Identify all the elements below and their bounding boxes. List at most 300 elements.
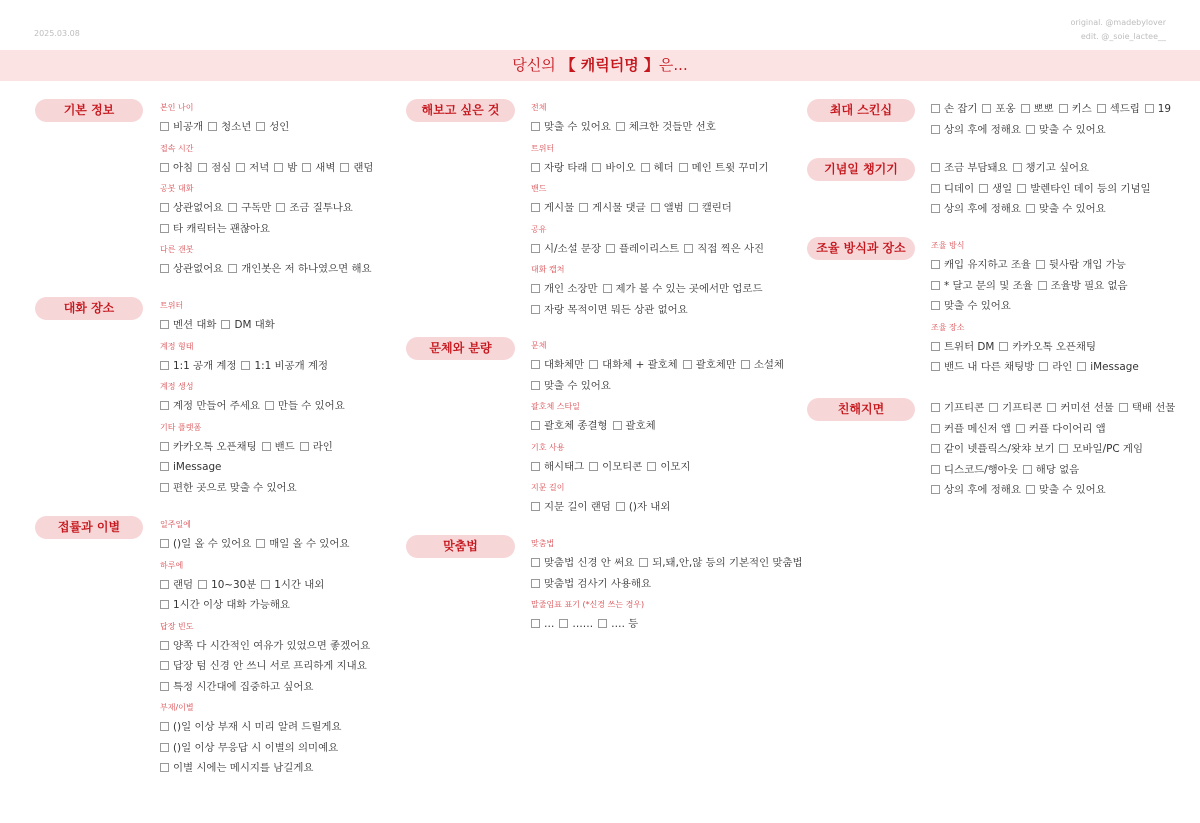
checkbox[interactable] [982,104,991,113]
checkbox[interactable] [613,421,622,430]
checkbox-option[interactable] [198,577,256,593]
checkbox[interactable] [531,502,540,511]
checkbox[interactable] [228,264,237,273]
checkbox[interactable] [683,360,692,369]
option-label: 랜덤 [173,578,194,591]
checkbox[interactable] [931,163,940,172]
option-label: 제가 볼 수 있는 곳에서만 업로드 [615,283,763,295]
checkbox[interactable] [208,122,217,131]
group-label: 조율 장소 [931,322,965,332]
group-label: 트위터 [531,143,555,153]
checkbox-option[interactable] [228,200,271,216]
checkbox[interactable] [302,163,311,172]
checkbox[interactable] [160,763,169,772]
option-label: ()일 올 수 있어요 [173,538,252,550]
checkbox[interactable] [1026,125,1035,134]
checkbox-option[interactable] [531,499,611,515]
checkbox[interactable] [1017,184,1026,193]
checkbox-option[interactable] [741,357,784,373]
checkbox-option[interactable] [1047,400,1114,416]
checkbox[interactable] [931,260,940,269]
checkbox[interactable] [256,539,265,548]
checkbox[interactable] [531,381,540,390]
checkbox[interactable] [589,462,598,471]
checkbox[interactable] [160,580,169,589]
checkbox[interactable] [160,163,169,172]
option-row [531,499,789,520]
option-label: 상의 후에 정해요 [944,123,1021,136]
checkbox-option[interactable] [160,536,251,552]
checkbox-option[interactable] [679,160,769,176]
option-row [160,200,378,221]
checkbox[interactable] [931,465,940,474]
page-title [0,50,1200,81]
checkbox-option[interactable] [589,357,678,373]
option-label: 트위터 DM [944,340,995,353]
option-row [160,317,350,338]
checkbox-option[interactable] [198,160,231,176]
group-label: 계정 형태 [160,341,194,351]
option-label: 챙기고 싶어요 [1025,162,1090,174]
checkbox-option[interactable] [1059,441,1143,457]
checkbox[interactable] [262,442,271,451]
checkbox[interactable] [639,558,648,567]
checkbox[interactable] [340,163,349,172]
group-label: 조율 방식 [931,241,965,250]
checkbox[interactable] [160,539,169,548]
checkbox-option[interactable] [931,122,1021,138]
checkbox-option[interactable] [236,160,269,176]
checkbox-option[interactable] [598,616,638,632]
checkbox-option[interactable] [160,577,193,593]
checkbox-option[interactable] [261,577,324,593]
checkbox[interactable] [931,342,940,351]
credit-original: original. @madebylover [1070,18,1166,27]
option-row [160,536,375,557]
option-label: 맞출 수 있어요 [944,300,1011,312]
option-label: 앨범 [663,202,684,214]
option-row [160,398,350,419]
checkbox-option[interactable] [1021,101,1054,117]
checkbox[interactable] [616,502,625,511]
checkbox[interactable] [598,619,607,628]
option-label: 해당 없음 [1035,463,1080,476]
checkbox-option[interactable] [689,200,732,216]
checkbox[interactable] [1038,281,1047,290]
checkbox[interactable] [1059,444,1068,453]
option-label: 이모티콘 [602,460,643,473]
checkbox-option[interactable] [531,119,611,135]
checkbox[interactable] [221,320,230,329]
checkbox[interactable] [274,163,283,172]
checkbox[interactable] [931,444,940,453]
section-title: 맞춤법 [406,535,515,558]
checkbox[interactable] [592,163,601,172]
checkbox[interactable] [1016,424,1025,433]
checkbox-option[interactable] [160,358,236,374]
checkbox-option[interactable] [531,302,688,318]
checkbox[interactable] [689,203,698,212]
checkbox-option[interactable] [531,241,601,257]
checkbox-option[interactable] [931,257,1031,273]
credits [1070,16,1166,44]
option-row [160,760,375,781]
option-label: 점심 [211,161,232,174]
checkbox[interactable] [931,424,940,433]
checkbox-option[interactable] [160,439,257,455]
checkbox-option[interactable] [931,441,1054,457]
checkbox-option[interactable] [160,597,290,613]
checkbox-option[interactable] [531,281,598,297]
checkbox[interactable] [741,360,750,369]
checkbox[interactable] [160,264,169,273]
checkbox[interactable] [228,203,237,212]
option-label: 라인 [312,440,333,453]
checkbox-option[interactable] [160,398,260,414]
checkbox-option[interactable] [1023,462,1079,478]
option-label: 19 [1157,103,1172,115]
checkbox-option[interactable] [531,357,584,373]
checkbox[interactable] [931,281,940,290]
checkbox[interactable] [160,682,169,691]
checkbox-option[interactable] [989,400,1042,416]
checkbox-option[interactable] [531,378,611,394]
checkbox-option[interactable] [1016,421,1106,437]
option-label: 조금 부담돼요 [944,162,1008,174]
checkbox-option[interactable] [256,119,289,135]
checkbox-option[interactable] [931,359,1034,375]
checkbox-option[interactable] [160,459,221,475]
checkbox-option[interactable] [639,555,802,571]
checkbox-option[interactable] [160,679,313,695]
checkbox[interactable] [1059,104,1068,113]
option-row [931,181,1156,202]
checkbox-option[interactable] [160,119,203,135]
checkbox[interactable] [559,619,568,628]
checkbox[interactable] [160,722,169,731]
checkbox-option[interactable] [931,400,984,416]
checkbox-option[interactable] [262,439,295,455]
checkbox-option[interactable] [531,418,608,434]
option-label: 청소년 [221,121,252,133]
option-label: ()일 이상 부재 시 미리 알려 드릴게요 [173,721,342,733]
option-label: 조금 질투나요 [289,202,353,214]
checkbox[interactable] [531,421,540,430]
checkbox[interactable] [979,184,988,193]
checkbox[interactable] [531,203,540,212]
checkbox[interactable] [679,163,688,172]
checkbox-option[interactable] [1077,359,1138,375]
checkbox[interactable] [160,442,169,451]
checkbox[interactable] [531,163,540,172]
group-label: 밴드 [531,184,547,193]
checkbox-option[interactable] [228,261,371,277]
checkbox[interactable] [531,462,540,471]
option-label: 체크한 것들만 선호 [628,121,716,133]
checkbox[interactable] [989,403,998,412]
option-label: 디스코드/행아웃 [944,463,1018,476]
checkbox[interactable] [641,163,650,172]
checkbox-option[interactable] [683,357,736,373]
option-label: 라인 [1052,361,1073,373]
checkbox-option[interactable] [340,160,373,176]
option-label: 발렌타인 데이 등의 기념일 [1030,182,1151,195]
option-row [931,257,1144,278]
checkbox-option[interactable] [208,119,251,135]
option-label: 맞출 수 있어요 [544,379,611,392]
checkbox[interactable] [160,641,169,650]
checkbox[interactable] [1013,163,1022,172]
checkbox[interactable] [931,125,940,134]
checkbox[interactable] [198,163,207,172]
checkbox-option[interactable] [160,658,367,674]
title-character-name: 【 캐릭터명 】 [560,56,659,74]
checkbox-option[interactable] [160,480,297,496]
checkbox[interactable] [1026,204,1035,213]
checkbox-option[interactable] [531,616,554,632]
checkbox-option[interactable] [603,281,763,297]
checkbox[interactable] [160,122,169,131]
section-body [160,99,378,282]
checkbox[interactable] [1047,403,1056,412]
option-label: 기프티콘 [944,402,985,414]
group-label: 트위터 [160,301,184,310]
checkbox-option[interactable] [999,339,1096,355]
checkbox-option[interactable] [1013,160,1090,176]
checkbox[interactable] [160,600,169,609]
checkbox[interactable] [1039,362,1048,371]
option-row [531,616,808,637]
checkbox-option[interactable] [160,317,216,333]
checkbox[interactable] [931,301,940,310]
checkbox-option[interactable] [931,160,1008,176]
checkbox[interactable] [256,122,265,131]
checkbox[interactable] [1021,104,1030,113]
checkbox[interactable] [647,462,656,471]
checkbox[interactable] [160,661,169,670]
option-label: 카카오톡 오픈채팅 [1012,340,1096,353]
checkbox-option[interactable] [302,160,335,176]
group-label: 문체 [531,341,547,350]
option-row [160,119,378,140]
checkbox-option[interactable] [931,482,1021,498]
checkbox[interactable] [300,442,309,451]
checkbox[interactable] [1036,260,1045,269]
checkbox-option[interactable] [160,740,338,756]
option-label: 게시물 댓글 [592,202,646,214]
checkbox-option[interactable] [931,101,977,117]
checkbox-option[interactable] [684,241,764,257]
checkbox-option[interactable] [1036,257,1126,273]
checkbox-option[interactable] [931,201,1021,217]
checkbox-option[interactable] [931,339,994,355]
checkbox-option[interactable] [931,181,974,197]
checkbox-option[interactable] [931,421,1011,437]
checkbox-option[interactable] [931,298,1011,314]
checkbox[interactable] [265,401,274,410]
checkbox[interactable] [1119,403,1128,412]
option-row [931,421,1180,442]
checkbox[interactable] [531,360,540,369]
checkbox[interactable] [603,284,612,293]
option-label: 지문 길이 랜덤 [544,501,611,513]
checkbox-option[interactable] [241,358,328,374]
checkbox-option[interactable] [256,536,349,552]
option-label: 맞출 수 있어요 [1038,203,1106,215]
group-label: 전체 [531,103,547,112]
checkbox-option[interactable] [160,221,270,237]
checkbox-option[interactable] [579,200,646,216]
option-row [931,160,1156,181]
checkbox-option[interactable] [1059,101,1092,117]
option-row [931,482,1180,503]
option-label: 상관없어요 [173,202,224,214]
option-label: 캐입 유지하고 조율 [944,259,1031,271]
checkbox[interactable] [651,203,660,212]
checkbox[interactable] [931,403,940,412]
option-label: …… [572,618,594,630]
checkbox[interactable] [931,362,940,371]
checkbox-option[interactable] [160,719,341,735]
option-label: 저녁 [249,161,270,174]
checkbox-option[interactable] [616,119,716,135]
option-label: 계정 만들어 주세요 [173,400,260,412]
checkbox[interactable] [160,743,169,752]
checkbox-option[interactable] [641,160,674,176]
checkbox-option[interactable] [1039,359,1072,375]
checkbox-option[interactable] [651,200,684,216]
checkbox-option[interactable] [931,462,1018,478]
checkbox[interactable] [931,485,940,494]
checkbox[interactable] [1026,485,1035,494]
checkbox-option[interactable] [559,616,593,632]
option-label: 밴드 [274,440,295,453]
checkbox-option[interactable] [531,459,584,475]
checkbox[interactable] [999,342,1008,351]
option-label: 10~30분 [211,578,257,591]
option-label: 시/소설 문장 [544,242,601,255]
checkbox[interactable] [160,401,169,410]
checkbox[interactable] [531,244,540,253]
checkbox-option[interactable] [531,576,651,592]
checkbox[interactable] [1097,104,1106,113]
group-label: 지문 길이 [531,483,565,492]
checkbox[interactable] [531,284,540,293]
checkbox[interactable] [606,244,615,253]
checkbox[interactable] [1077,362,1086,371]
option-row [160,439,350,460]
group-label: 공봇 대화 [160,184,194,193]
option-label: 만들 수 있어요 [277,400,345,412]
option-label: 맞춤법 신경 안 써요 [544,557,635,569]
checkbox[interactable] [931,184,940,193]
checkbox-option[interactable] [592,160,635,176]
checkbox-option[interactable] [1097,101,1140,117]
checkbox[interactable] [684,244,693,253]
option-row [531,241,774,262]
checkbox[interactable] [616,122,625,131]
option-label: 개인봇은 저 하나였으면 해요 [241,263,372,275]
option-label: 편한 곳으로 맞출 수 있어요 [173,481,297,494]
checkbox[interactable] [160,462,169,471]
checkbox-option[interactable] [982,101,1015,117]
checkbox[interactable] [241,361,250,370]
checkbox[interactable] [160,224,169,233]
checkbox-option[interactable] [1017,181,1150,197]
checkbox-option[interactable] [274,160,297,176]
checkbox[interactable] [276,203,285,212]
option-label: 구독만 [241,202,272,214]
checkbox-option[interactable] [300,439,333,455]
checkbox[interactable] [160,483,169,492]
checkbox-option[interactable] [1026,122,1106,138]
checkbox-option[interactable] [931,278,1033,294]
checkbox[interactable] [160,361,169,370]
checkbox-option[interactable] [616,499,671,515]
option-label: 타 캐릭터는 괜찮아요 [173,222,270,235]
checkbox-option[interactable] [531,160,587,176]
checkbox-option[interactable] [531,200,574,216]
group-label: 답장 빈도 [160,621,194,631]
checkbox-option[interactable] [160,200,223,216]
checkbox[interactable] [261,580,270,589]
checkbox[interactable] [1145,104,1154,113]
checkbox[interactable] [531,619,540,628]
checkbox-option[interactable] [160,638,370,654]
group-label: 대화 캡처 [531,265,565,274]
option-label: 새벽 [315,161,336,174]
checkbox-option[interactable] [647,459,690,475]
checkbox-option[interactable] [613,418,656,434]
checkbox[interactable] [160,203,169,212]
checkbox[interactable] [198,580,207,589]
checkbox[interactable] [1023,465,1032,474]
checkbox[interactable] [589,360,598,369]
option-row [531,555,808,576]
checkbox-option[interactable] [589,459,642,475]
checkbox[interactable] [236,163,245,172]
option-label: 매일 올 수 있어요 [269,538,350,550]
checkbox-option[interactable] [1026,482,1106,498]
checkbox-option[interactable] [606,241,679,257]
checkbox-option[interactable] [276,200,353,216]
option-row [160,160,378,181]
checkbox-option[interactable] [1145,101,1171,117]
checkbox[interactable] [931,204,940,213]
option-row [160,679,375,700]
checkbox[interactable] [531,558,540,567]
checkbox[interactable] [531,305,540,314]
checkbox-option[interactable] [531,555,634,571]
checkbox-option[interactable] [160,760,313,776]
checkbox-option[interactable] [979,181,1012,197]
checkbox-option[interactable] [265,398,345,414]
option-label: 키스 [1071,103,1092,115]
checkbox[interactable] [531,579,540,588]
section-title: 접률과 이별 [35,516,143,539]
checkbox[interactable] [931,104,940,113]
checkbox-option[interactable] [1038,278,1128,294]
checkbox-option[interactable] [160,160,193,176]
option-label: 맞출 수 있어요 [1038,123,1106,136]
checkbox[interactable] [160,320,169,329]
checkbox-option[interactable] [160,261,223,277]
checkbox-option[interactable] [221,317,274,333]
checkbox[interactable] [531,122,540,131]
checkbox-option[interactable] [1119,400,1175,416]
checkbox-option[interactable] [1026,201,1106,217]
checkbox[interactable] [579,203,588,212]
